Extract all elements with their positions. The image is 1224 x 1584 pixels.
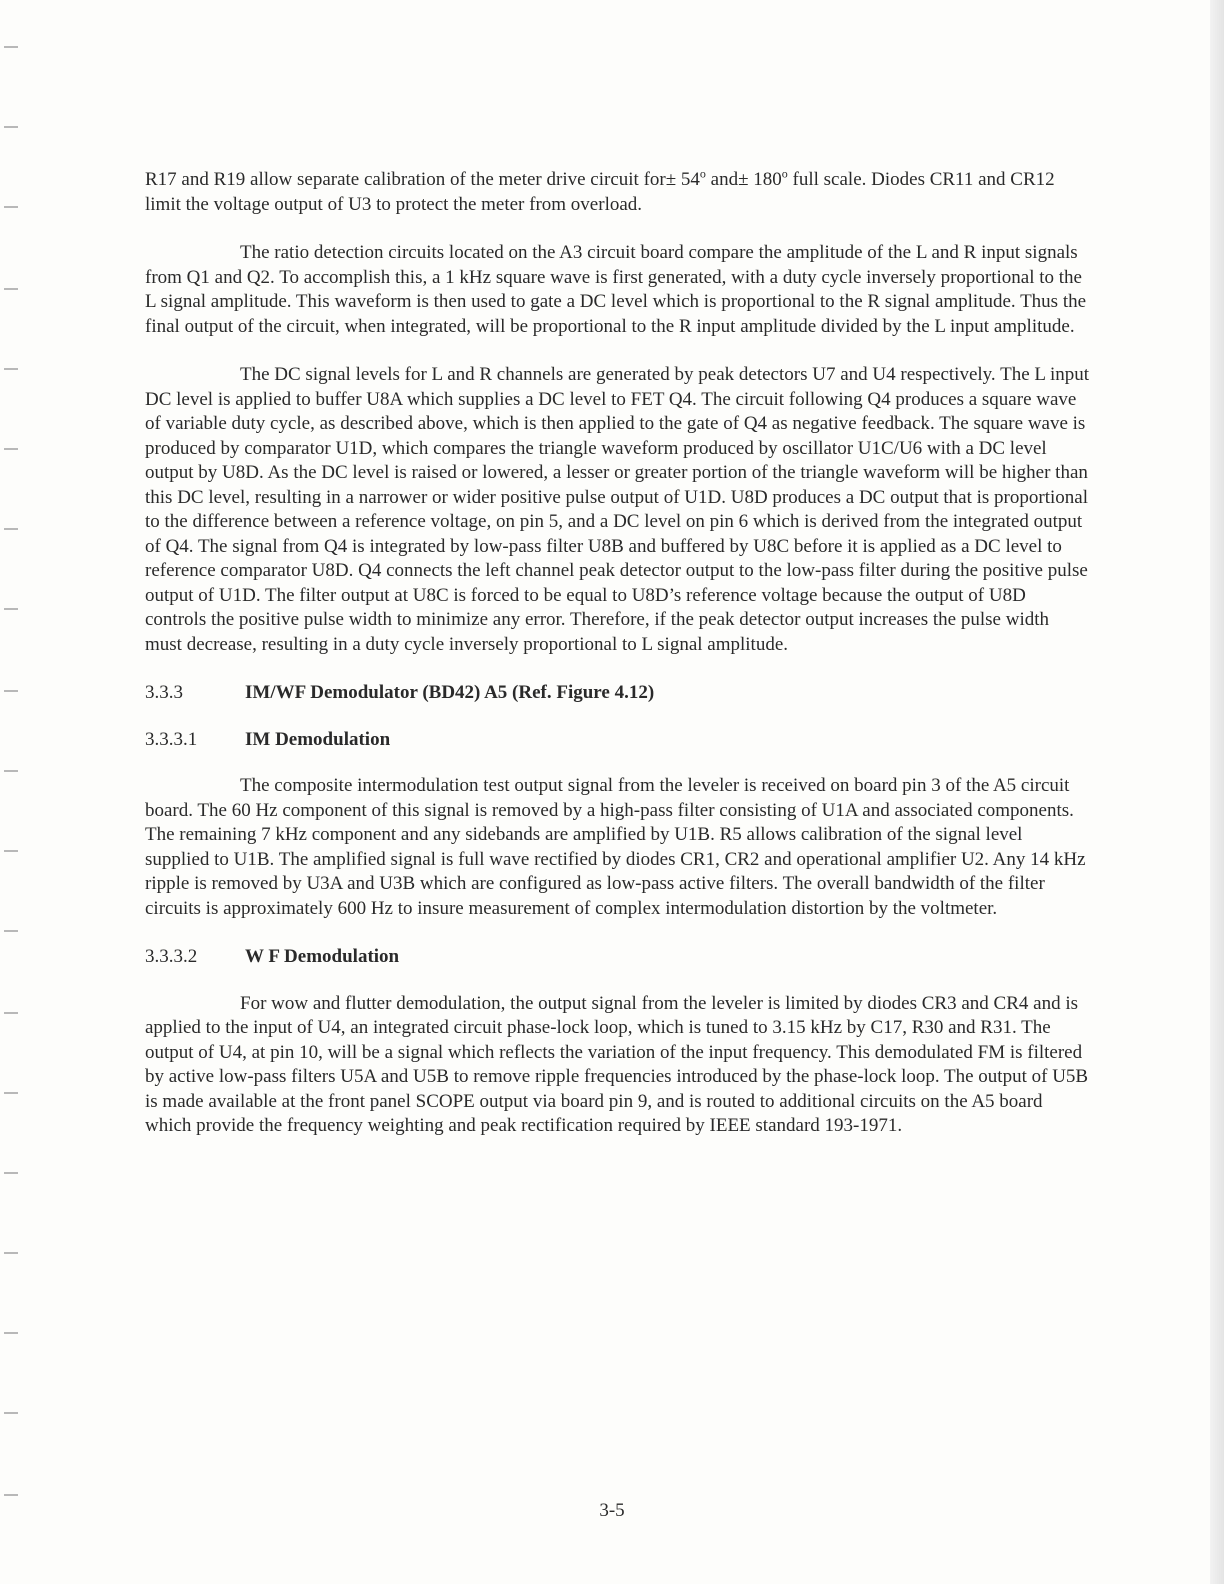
margin-mark — [4, 126, 18, 128]
paragraph-wf-demodulation: For wow and flutter demodulation, the output signal from the leveler is limited by diodes CR3 and CR4 and is applied to the input of U4, an integrated circuit phase-lock loop, which is tuned to 3.15 kHz by C17, R30 and R31. The output of U4, at pin 10, will be a signal which reflects the variation of the input frequency. This demodulated FM is filtered by active low-pass filters U5A and U5B to remove ripple frequencies introduced by the phase-lock loop. The output of U5B is made available at the front panel SCOPE output via board pin 9, and is routed to additional circuits on the A5 board which provide the frequency weighting and peak rectification required by IEEE standard 193-1971. — [145, 992, 1089, 1136]
margin-mark — [4, 1012, 18, 1014]
margin-mark — [4, 1494, 18, 1496]
margin-mark — [4, 368, 18, 370]
margin-mark — [4, 206, 18, 208]
section-heading-3-3-3-2 — [145, 945, 1090, 970]
section-number: 3.3.3 — [145, 682, 183, 703]
section-heading-3-3-3-1 — [145, 728, 1090, 753]
margin-mark — [4, 608, 18, 610]
margin-mark — [4, 528, 18, 530]
paragraph-calibration — [145, 168, 1090, 217]
section-title: IM/WF Demodulator (BD42) A5 (Ref. Figure 4.12) — [245, 682, 655, 703]
paragraph-ratio-detection: The ratio detection circuits located on the A3 circuit board compare the amplitude of the L and R input signals from Q1 and Q2. To accomplish this, a 1 kHz square wave is first generated, with a duty cycle inversely proportional to the L signal amplitude. This waveform is then used to gate a DC level which is proportional to the R signal amplitude. Thus the final output of the circuit, when integrated, will be proportional to the R input amplitude divided by the L input amplitude. — [145, 242, 1087, 337]
paragraph-text: full scale. Diodes CR11 and CR12 limit the voltage output of U3 to protect the meter from overload. — [145, 169, 1055, 215]
document-body — [145, 168, 1090, 1163]
section-heading-3-3-3 — [145, 681, 1090, 706]
margin-mark — [4, 448, 18, 450]
margin-mark — [4, 690, 18, 692]
margin-mark — [4, 1332, 18, 1334]
margin-mark — [4, 770, 18, 772]
margin-mark — [4, 1252, 18, 1254]
degree-superscript: o — [781, 166, 788, 181]
margin-mark — [4, 930, 18, 932]
degree-superscript: o — [699, 166, 706, 181]
margin-mark — [4, 1172, 18, 1174]
scan-edge — [1210, 0, 1224, 1584]
section-title: IM Demodulation — [245, 728, 391, 750]
margin-mark — [4, 850, 18, 852]
margin-mark — [4, 1412, 18, 1414]
margin-mark — [4, 46, 18, 48]
margin-mark — [4, 288, 18, 290]
paragraph-im-demodulation: The composite intermodulation test output signal from the leveler is received on board pin 3 of the A5 circuit board. The 60 Hz component of this signal is removed by a high-pass filter consisting of U1A and associated components. The remaining 7 kHz component and any sidebands are amplified by U1B. R5 allows calibration of the signal level supplied to U1B. The amplified signal is full wave rectified by diodes CR1, CR2 and operational amplifier U2. Any 14 kHz ripple is removed by U3A and U3B which are configured as low-pass active filters. The overall bandwidth of the filter circuits is approximately 600 Hz to insure measurement of complex intermodulation distortion by the voltmeter. — [145, 775, 1086, 919]
paragraph-dc-signal-levels: The DC signal levels for L and R channels are generated by peak detectors U7 and U4 respectively. The L input DC level is applied to buffer U8A which supplies a DC level to FET Q4. The circuit following Q4 produces a square wave of variable duty cycle, as described above, which is then applied to the gate of Q4 as negative feedback. The square wave is produced by comparator U1D, which compares the triangle waveform produced by oscillator U1C/U6 with a DC level output by U8D. As the DC level is raised or lowered, a lesser or greater portion of the triangle waveform will be higher than this DC level, resulting in a narrower or wider positive pulse output of U1D. U8D produces a DC output that is proportional to the difference between a reference voltage, on pin 5, and a DC level on pin 6 which is derived from the integrated output of Q4. The signal from Q4 is integrated by low-pass filter U8B and buffered by U8C before it is applied as a DC level to reference comparator U8D. Q4 connects the left channel peak detector output to the low-pass filter during the positive pulse output of U1D. The filter output at U8C is forced to be equal to U8D’s reference voltage because the output of U8D controls the positive pulse width to minimize any error. Therefore, if the peak detector output increases the pulse width must decrease, resulting in a duty cycle inversely proportional to L signal amplitude. — [145, 364, 1090, 655]
page-number: 3-5 — [599, 1500, 625, 1521]
paragraph-text: R17 and R19 allow separate calibration of the meter drive circuit for± 54 — [145, 169, 700, 190]
section-number: 3.3.3.1 — [145, 728, 198, 750]
margin-mark — [4, 1092, 18, 1094]
paragraph-text: and± 180 — [705, 169, 782, 190]
section-number: 3.3.3.2 — [145, 946, 198, 967]
section-title: W F Demodulation — [245, 946, 400, 967]
